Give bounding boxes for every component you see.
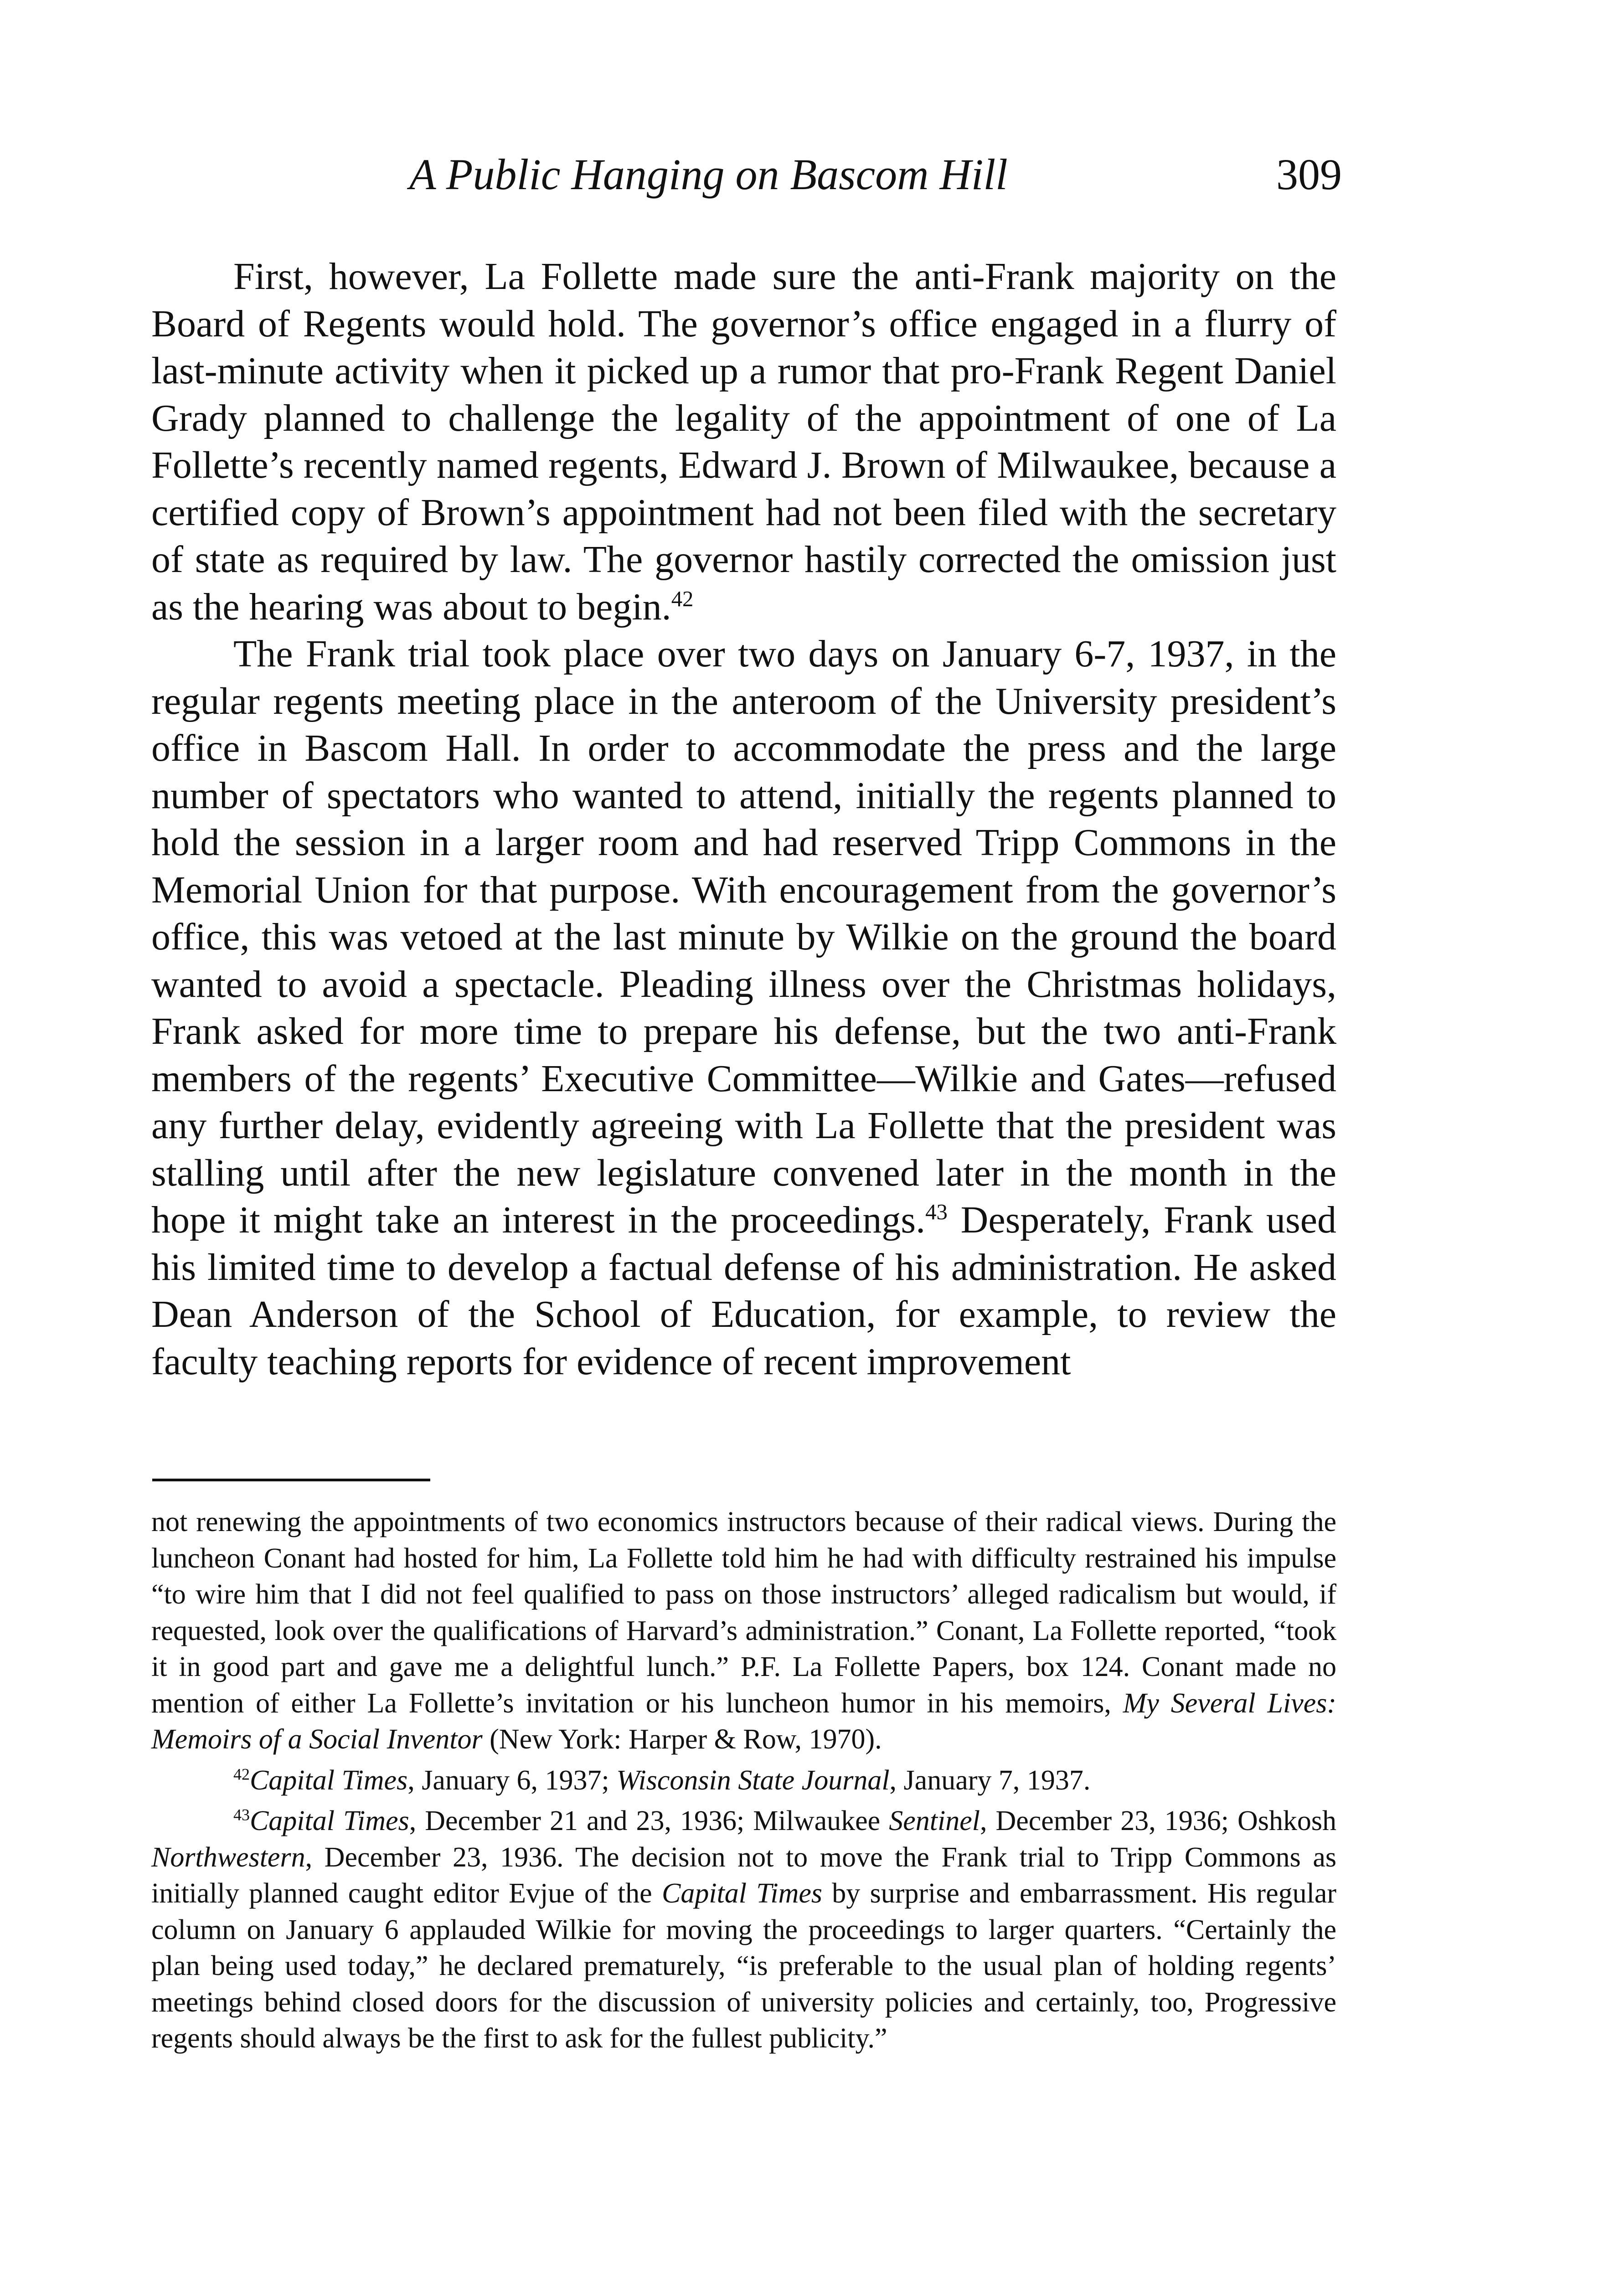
paragraph-text: Desperately, Frank used his limited time to develop a factual defense of his administration. He asked Dean Anderson of the School of Education, for example, to review the faculty teaching reports for evidence of recent improvement bbox=[151, 1199, 1336, 1383]
paragraph bbox=[151, 253, 1336, 630]
body-text bbox=[151, 253, 1336, 1385]
page-header bbox=[0, 145, 1624, 204]
footnote-number: 42 bbox=[233, 1764, 250, 1783]
paragraph-text: The Frank trial took place over two days on January 6-7, 1937, in the regular regents meeting place in the anteroom of the University president’s office in Bascom Hall. In order to accommodate the press and the large number of spectators who wanted to attend, initially the regents planned to hold the session in a larger room and had reserved Tripp Commons in the Memorial Union for that purpose. With encouragement from the governor’s office, this was vetoed at the last minute by Wilkie on the ground the board wanted to avoid a spectacle. Pleading illness over the Christmas holidays, Frank asked for more time to prepare his defense, but the two anti-Frank members of the regents’ Executive Committee—Wilkie and Gates—refused any further delay, evidently agreeing with La Follette that the president was stalling until after the new legislature convened later in the month in the hope it might take an interest in the proceedings. bbox=[151, 633, 1336, 1241]
running-title: A Public Hanging on Bascom Hill bbox=[409, 150, 1008, 199]
footnotes bbox=[151, 1504, 1336, 2062]
footnote-43: $^{43}$Capital Times, December 21 and 23, 1936; Milwaukee Sentinel, December 23, 1936; Oshkosh Northwestern, December 23, 1936. The decision not to move the Frank trial to Tripp Commons as initially planned caught editor Evjue of the Capital Times by surprise and embarrassment. His regular column on January 6 applauded Wilkie for moving the proceedings to larger quarters. “Certainly the plan being used today,” he declared prematurely, “is preferable to the usual plan of holding regents’ meetings behind closed doors for the discussion of university policies and certainly, too, Progressive regents should always be the first to ask for the fullest publicity.” bbox=[151, 1805, 1337, 2054]
footnote-number: 43 bbox=[233, 1805, 250, 1824]
footnote-ref-42: 42 bbox=[671, 586, 694, 611]
paragraph-text: First, however, La Follette made sure the anti-Frank majority on the Board of Regents would hold. The governor’s office engaged in a flurry of last-minute activity when it picked up a rumor that pro-Frank Regent Daniel Grady planned to challenge the legality of the appointment of one of La Follette’s recently named regents, Edward J. Brown of Milwaukee, because a certified copy of Brown’s appointment had not been filed with the secretary of state as required by law. The governor hastily corrected the omission just as the hearing was about to begin. bbox=[151, 255, 1336, 628]
footnote-continuation: not renewing the appointments of two economics instructors because of their radical views. During the luncheon Conant had hosted for him, La Follette told him he had with difficulty restrained his impulse “to wire him that I did not feel qualified to pass on those instructors’ alleged radicalism but would, if requested, look over the qualifications of Harvard’s administration.” Conant, La Follette reported, “took it in good part and gave me a delightful lunch.” P.F. La Follette Papers, box 124. Conant made no mention of either La Follette’s invitation or his luncheon humor in his memoirs, My Several Lives: Memoirs of a Social Inventor (New York: Harper & Row, 1970). bbox=[151, 1506, 1336, 1755]
page-number: 309 bbox=[1276, 150, 1342, 199]
paragraph bbox=[151, 630, 1336, 1385]
footnote-ref-43: 43 bbox=[925, 1200, 948, 1224]
footnote-42: $^{42}$Capital Times, January 6, 1937; Wisconsin State Journal, January 7, 1937. bbox=[233, 1764, 1091, 1796]
footnote-divider bbox=[152, 1479, 430, 1481]
